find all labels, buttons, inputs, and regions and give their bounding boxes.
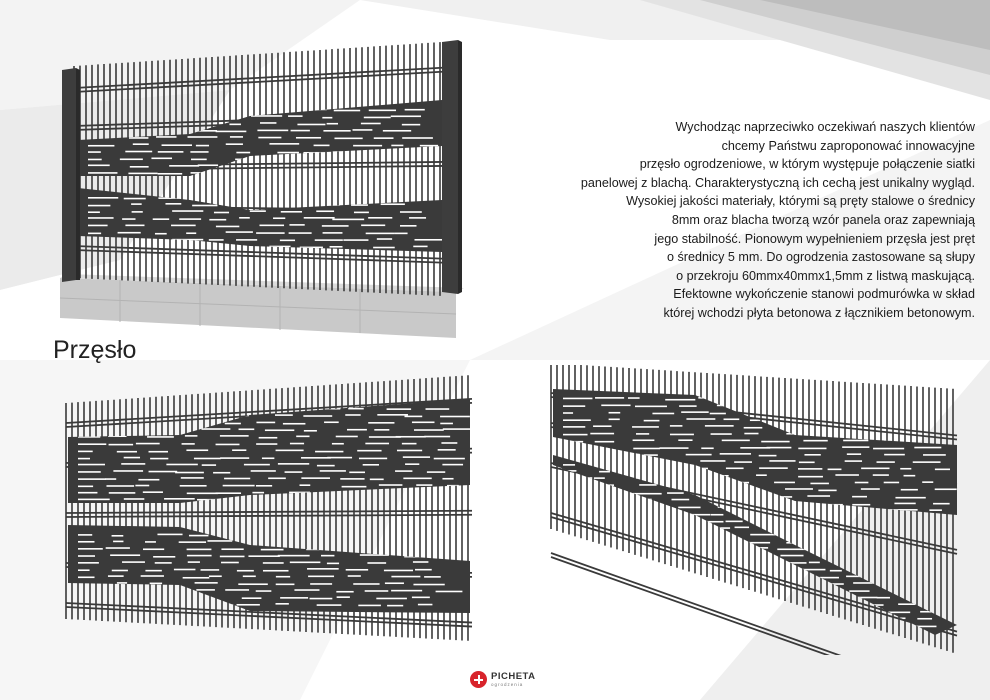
fence-panel-perspective-icon xyxy=(551,365,965,655)
logo-mark-icon xyxy=(470,671,487,688)
description-line: o przekroju 60mmx40mmx1,5mm z listwą maskującą. xyxy=(676,268,975,283)
logo-subtitle: ogrodzenia xyxy=(491,682,524,687)
description-line: przęsło ogrodzeniowe, w którym występuje połączenie siatki xyxy=(639,157,975,172)
description-line: o średnicy 5 mm. Do ogrodzenia zastosowane są słupy xyxy=(667,250,975,265)
page-title: Przęsło xyxy=(53,336,137,364)
product-description xyxy=(470,118,975,323)
fence-panel-front-image xyxy=(60,375,480,645)
fence-with-posts-and-base-image xyxy=(50,30,480,350)
description-line: chcemy Państwu zaproponować innowacyjne xyxy=(721,138,975,153)
logo-name: PICHETA xyxy=(491,671,536,682)
description-line: Wychodząc naprzeciwko oczekiwań naszych klientów xyxy=(675,120,975,134)
fence-3d-icon xyxy=(60,40,464,338)
description-line: której wchodzi płyta betonowa z łącznikiem betonowym. xyxy=(663,305,975,320)
description-line: Wysokiej jakości materiały, którymi są pręty stalowe o średnicy xyxy=(626,194,975,209)
fence-panel-icon xyxy=(66,375,472,641)
fence-panel-angled-image xyxy=(545,365,965,655)
description-line: 8mm oraz blacha tworzą wzór panela oraz zapewniają xyxy=(671,212,975,227)
company-logo xyxy=(470,670,580,692)
description-line: panelowej z blachą. Charakterystyczną ich cechą jest unikalny wygląd. xyxy=(580,175,975,190)
description-line: jego stabilność. Pionowym wypełnieniem przęsła jest pręt xyxy=(654,231,975,246)
description-line: Efektowne wykończenie stanowi podmurówka w skład xyxy=(673,287,975,302)
